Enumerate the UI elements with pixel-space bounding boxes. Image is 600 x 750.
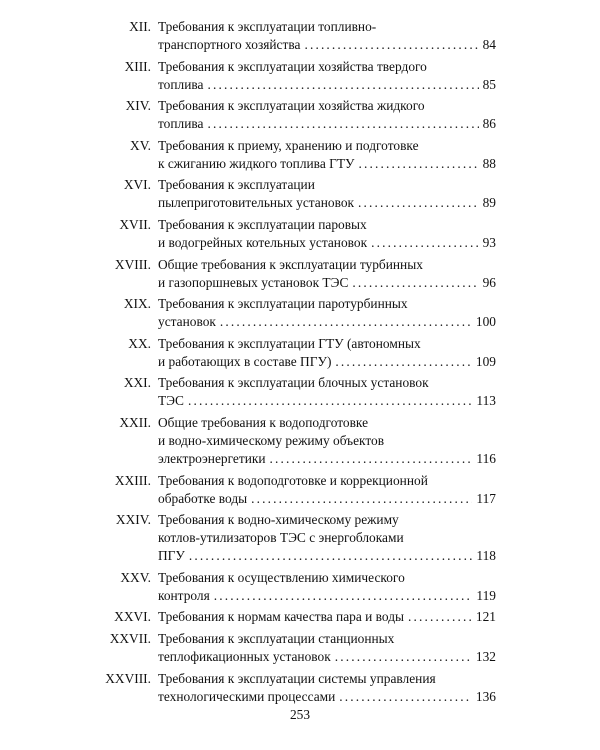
section-title-line: и водогрейных котельных установок [158, 234, 368, 250]
toc-entry [96, 335, 496, 371]
toc-entry-body [158, 176, 496, 212]
section-title-last-line [158, 353, 496, 371]
dot-leader [352, 274, 478, 292]
section-number: XXVI. [114, 609, 151, 625]
section-title-line: Требования к эксплуатации хозяйства жидкого [158, 98, 425, 114]
section-title-line: и газопоршневых установок ТЭС [158, 274, 349, 290]
dot-leader [270, 450, 473, 468]
dot-leader [359, 155, 479, 173]
section-title-line: Требования к приему, хранению и подготовке [158, 137, 419, 153]
section-title-line: Требования к эксплуатации хозяйства твердого [158, 58, 427, 74]
section-title-line: топлива [158, 116, 204, 132]
section-title-line: Требования к водно-химическому режиму [158, 512, 399, 528]
section-title-line: ТЭС [158, 393, 184, 409]
section-number: XX. [128, 335, 151, 351]
page-ref: 136 [475, 688, 496, 704]
section-title-line: Требования к эксплуатации [158, 177, 315, 193]
page-ref: 85 [482, 76, 496, 92]
section-title-line: к сжиганию жидкого топлива ГТУ [158, 155, 355, 171]
section-title-last-line [158, 587, 496, 605]
toc-entry-body [158, 58, 496, 94]
section-title-last-line [158, 274, 496, 292]
toc-entry [96, 670, 496, 706]
section-title-line: Общие требования к эксплуатации турбинных [158, 256, 423, 272]
page-ref: 109 [475, 353, 496, 369]
page-ref: 96 [482, 274, 496, 290]
section-title-last-line [158, 155, 496, 173]
toc-entry [96, 58, 496, 94]
section-title-line: транспортного хозяйства [158, 37, 301, 52]
dot-leader [304, 36, 478, 54]
section-number: XV. [130, 137, 151, 153]
toc-entry-body [158, 511, 496, 565]
page-ref: 113 [476, 393, 496, 409]
dot-leader [188, 392, 472, 410]
section-title-line: Требования к водоподготовке и коррекционной [158, 472, 428, 488]
page-ref: 118 [476, 548, 496, 564]
toc-entry-body [158, 608, 496, 626]
toc-entry-body [158, 216, 496, 252]
section-title-line: Требования к нормам качества пара и воды [158, 609, 405, 625]
toc-entry [96, 511, 496, 565]
table-of-contents [96, 18, 496, 709]
dot-leader [371, 234, 479, 252]
dot-leader [251, 490, 472, 508]
section-title-last-line [158, 392, 496, 410]
toc-entry-body [158, 335, 496, 371]
toc-entry-body [158, 374, 496, 410]
section-title-line: установок [158, 314, 216, 330]
page-ref: 89 [482, 195, 496, 211]
section-title-line: ПГУ [158, 548, 185, 564]
dot-leader [335, 648, 472, 666]
page-ref: 84 [482, 37, 496, 52]
section-number: XXVIII. [105, 670, 151, 686]
dot-leader [189, 547, 473, 565]
toc-entry-body [158, 670, 496, 706]
section-number: XXVII. [109, 630, 151, 646]
section-number: XII. [129, 19, 151, 34]
toc-entry-body [158, 414, 496, 468]
section-title-line: Требования к осуществлению химического [158, 569, 405, 585]
dot-leader [214, 587, 473, 605]
toc-entry-body [158, 569, 496, 605]
section-title-line: технологическими процессами [158, 688, 336, 704]
section-title-last-line [158, 688, 496, 706]
section-title-last-line [158, 313, 496, 331]
page-number: 253 [289, 707, 311, 722]
toc-entry-body [158, 630, 496, 666]
section-title-line: Требования к эксплуатации системы управления [158, 670, 436, 686]
section-number: XXIII. [114, 472, 151, 488]
toc-entry [96, 97, 496, 133]
page-ref: 88 [482, 155, 496, 171]
section-title-last-line [158, 194, 496, 212]
section-title-last-line [158, 490, 496, 508]
page-ref: 100 [475, 314, 496, 330]
dot-leader [207, 115, 478, 133]
dot-leader [335, 353, 472, 371]
section-number: XXII. [119, 414, 151, 430]
page-ref: 93 [482, 234, 496, 250]
section-number: XVI. [123, 177, 151, 193]
toc-entry-body [158, 97, 496, 133]
section-title-line: контроля [158, 587, 210, 603]
toc-entry-body [158, 256, 496, 292]
page-ref: 132 [475, 648, 496, 664]
section-title-last-line [158, 648, 496, 666]
section-title-last-line [158, 450, 496, 468]
section-title-line: Общие требования к водоподготовке [158, 414, 369, 430]
section-title-line: электроэнергетики [158, 450, 266, 466]
toc-entry [96, 414, 496, 468]
toc-entry [96, 374, 496, 410]
dot-leader [220, 313, 472, 331]
page-ref: 86 [482, 116, 496, 132]
section-number: XVII. [119, 216, 151, 232]
toc-entry [96, 256, 496, 292]
section-title-last-line [158, 76, 496, 94]
section-number: XVIII. [114, 256, 151, 272]
section-title-line: топлива [158, 76, 204, 92]
dot-leader [339, 688, 472, 706]
section-title-line: Требования к эксплуатации станционных [158, 630, 395, 646]
section-title-last-line [158, 115, 496, 133]
page-ref: 116 [476, 450, 496, 466]
section-title-line: обработке воды [158, 490, 248, 506]
toc-entry [96, 18, 496, 54]
toc-entry [96, 630, 496, 666]
dot-leader [358, 194, 479, 212]
section-title-line: и работающих в составе ПГУ) [158, 353, 332, 369]
section-title-line: котлов-утилизаторов ТЭС с энергоблоками [158, 530, 404, 546]
section-title-line: Требования к эксплуатации паротурбинных [158, 296, 408, 312]
section-title-line: теплофикационных установок [158, 648, 331, 664]
toc-entry [96, 176, 496, 212]
section-title-line: Требования к эксплуатации паровых [158, 216, 367, 232]
toc-entry [96, 472, 496, 508]
section-number: XIV. [125, 98, 151, 114]
section-title-line: и водно-химическому режиму объектов [158, 432, 385, 448]
section-title-last-line [158, 608, 496, 626]
section-number: XIX. [123, 296, 151, 312]
section-title-line: Требования к эксплуатации топливно- [158, 19, 377, 34]
section-number: XXI. [123, 375, 151, 391]
section-number: XIII. [124, 58, 151, 74]
toc-entry-body [158, 295, 496, 331]
section-number: XXV. [120, 569, 151, 585]
dot-leader [207, 76, 478, 94]
section-title-line: Требования к эксплуатации ГТУ (автономных [158, 335, 421, 351]
toc-entry [96, 137, 496, 173]
section-number: XXIV. [115, 512, 151, 528]
section-title-last-line [158, 547, 496, 565]
section-title-line: пылеприготовительных установок [158, 195, 355, 211]
section-title-line: Требования к эксплуатации блочных установок [158, 375, 429, 391]
toc-entry [96, 608, 496, 626]
page-ref: 121 [475, 609, 496, 625]
toc-entry [96, 295, 496, 331]
toc-entry-body [158, 472, 496, 508]
section-title-last-line [158, 234, 496, 252]
toc-entry [96, 216, 496, 252]
toc-entry [96, 569, 496, 605]
toc-entry-body [158, 18, 496, 54]
dot-leader [408, 608, 472, 626]
toc-entry-body [158, 137, 496, 173]
page-ref: 117 [476, 490, 496, 506]
section-title-last-line [158, 36, 496, 54]
page-ref: 119 [476, 587, 496, 603]
